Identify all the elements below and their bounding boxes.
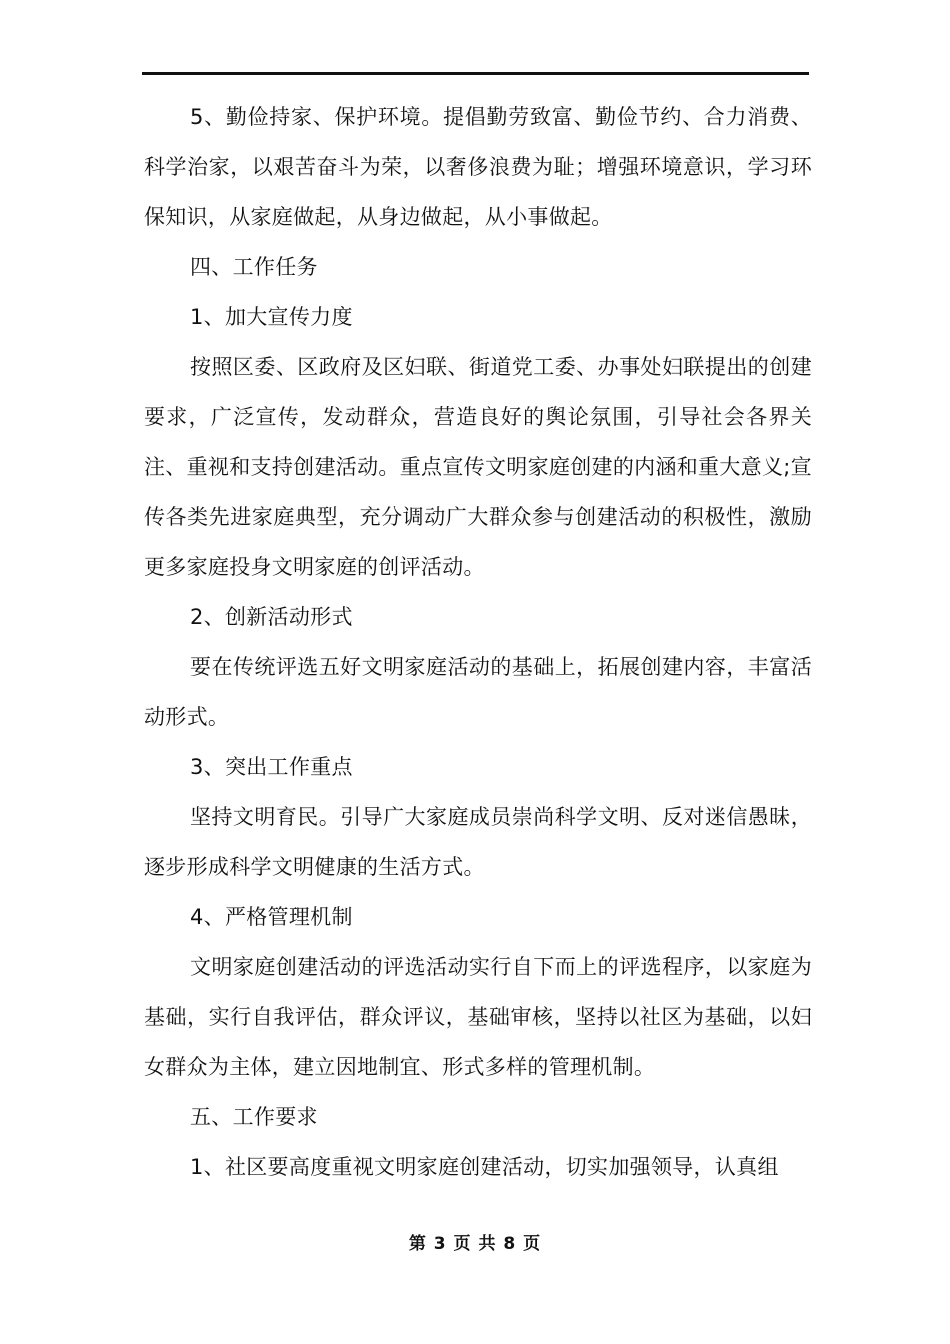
header-rule xyxy=(142,72,809,75)
subheading-management: 4、严格管理机制 xyxy=(190,905,353,929)
paragraph-publicity: 按照区委、区政府及区妇联、街道党工委、办事处妇联提出的创建要求，广泛宣传，发动群众，营造良好的舆论氛围，引导社会各界关注、重视和支持创建活动。重点宣传文明家庭创建的内涵和重大意义;宣传各类先进家庭典型，充分调动广大群众参与创建活动的积极性，激励更多家庭投身文明家庭的创评活动。 xyxy=(144,355,812,579)
paragraph-requirement-1: 1、社区要高度重视文明家庭创建活动，切实加强领导，认真组 xyxy=(190,1155,779,1179)
document-body xyxy=(144,92,812,1192)
paragraph-key-points: 坚持文明育民。引导广大家庭成员崇尚科学文明、反对迷信愚昧，逐步形成科学文明健康的生活方式。 xyxy=(144,805,812,879)
paragraph-item5-thrift: 5、勤俭持家、保护环境。提倡勤劳致富、勤俭节约、合力消费、科学治家，以艰苦奋斗为荣，以奢侈浪费为耻；增强环境意识，学习环保知识，从家庭做起，从身边做起，从小事做起。 xyxy=(144,105,812,229)
subheading-key-points: 3、突出工作重点 xyxy=(190,755,353,779)
heading-work-tasks: 四、工作任务 xyxy=(190,255,318,279)
paragraph-innovation: 要在传统评选五好文明家庭活动的基础上，拓展创建内容，丰富活动形式。 xyxy=(144,655,812,729)
page-number: 第 3 页 共 8 页 xyxy=(408,1234,542,1254)
subheading-innovation: 2、创新活动形式 xyxy=(190,605,353,629)
subheading-publicity: 1、加大宣传力度 xyxy=(190,305,353,329)
paragraph-management: 文明家庭创建活动的评选活动实行自下而上的评选程序，以家庭为基础，实行自我评估，群众评议，基础审核，坚持以社区为基础，以妇女群众为主体，建立因地制宜、形式多样的管理机制。 xyxy=(144,955,812,1079)
heading-work-requirements: 五、工作要求 xyxy=(190,1105,318,1129)
